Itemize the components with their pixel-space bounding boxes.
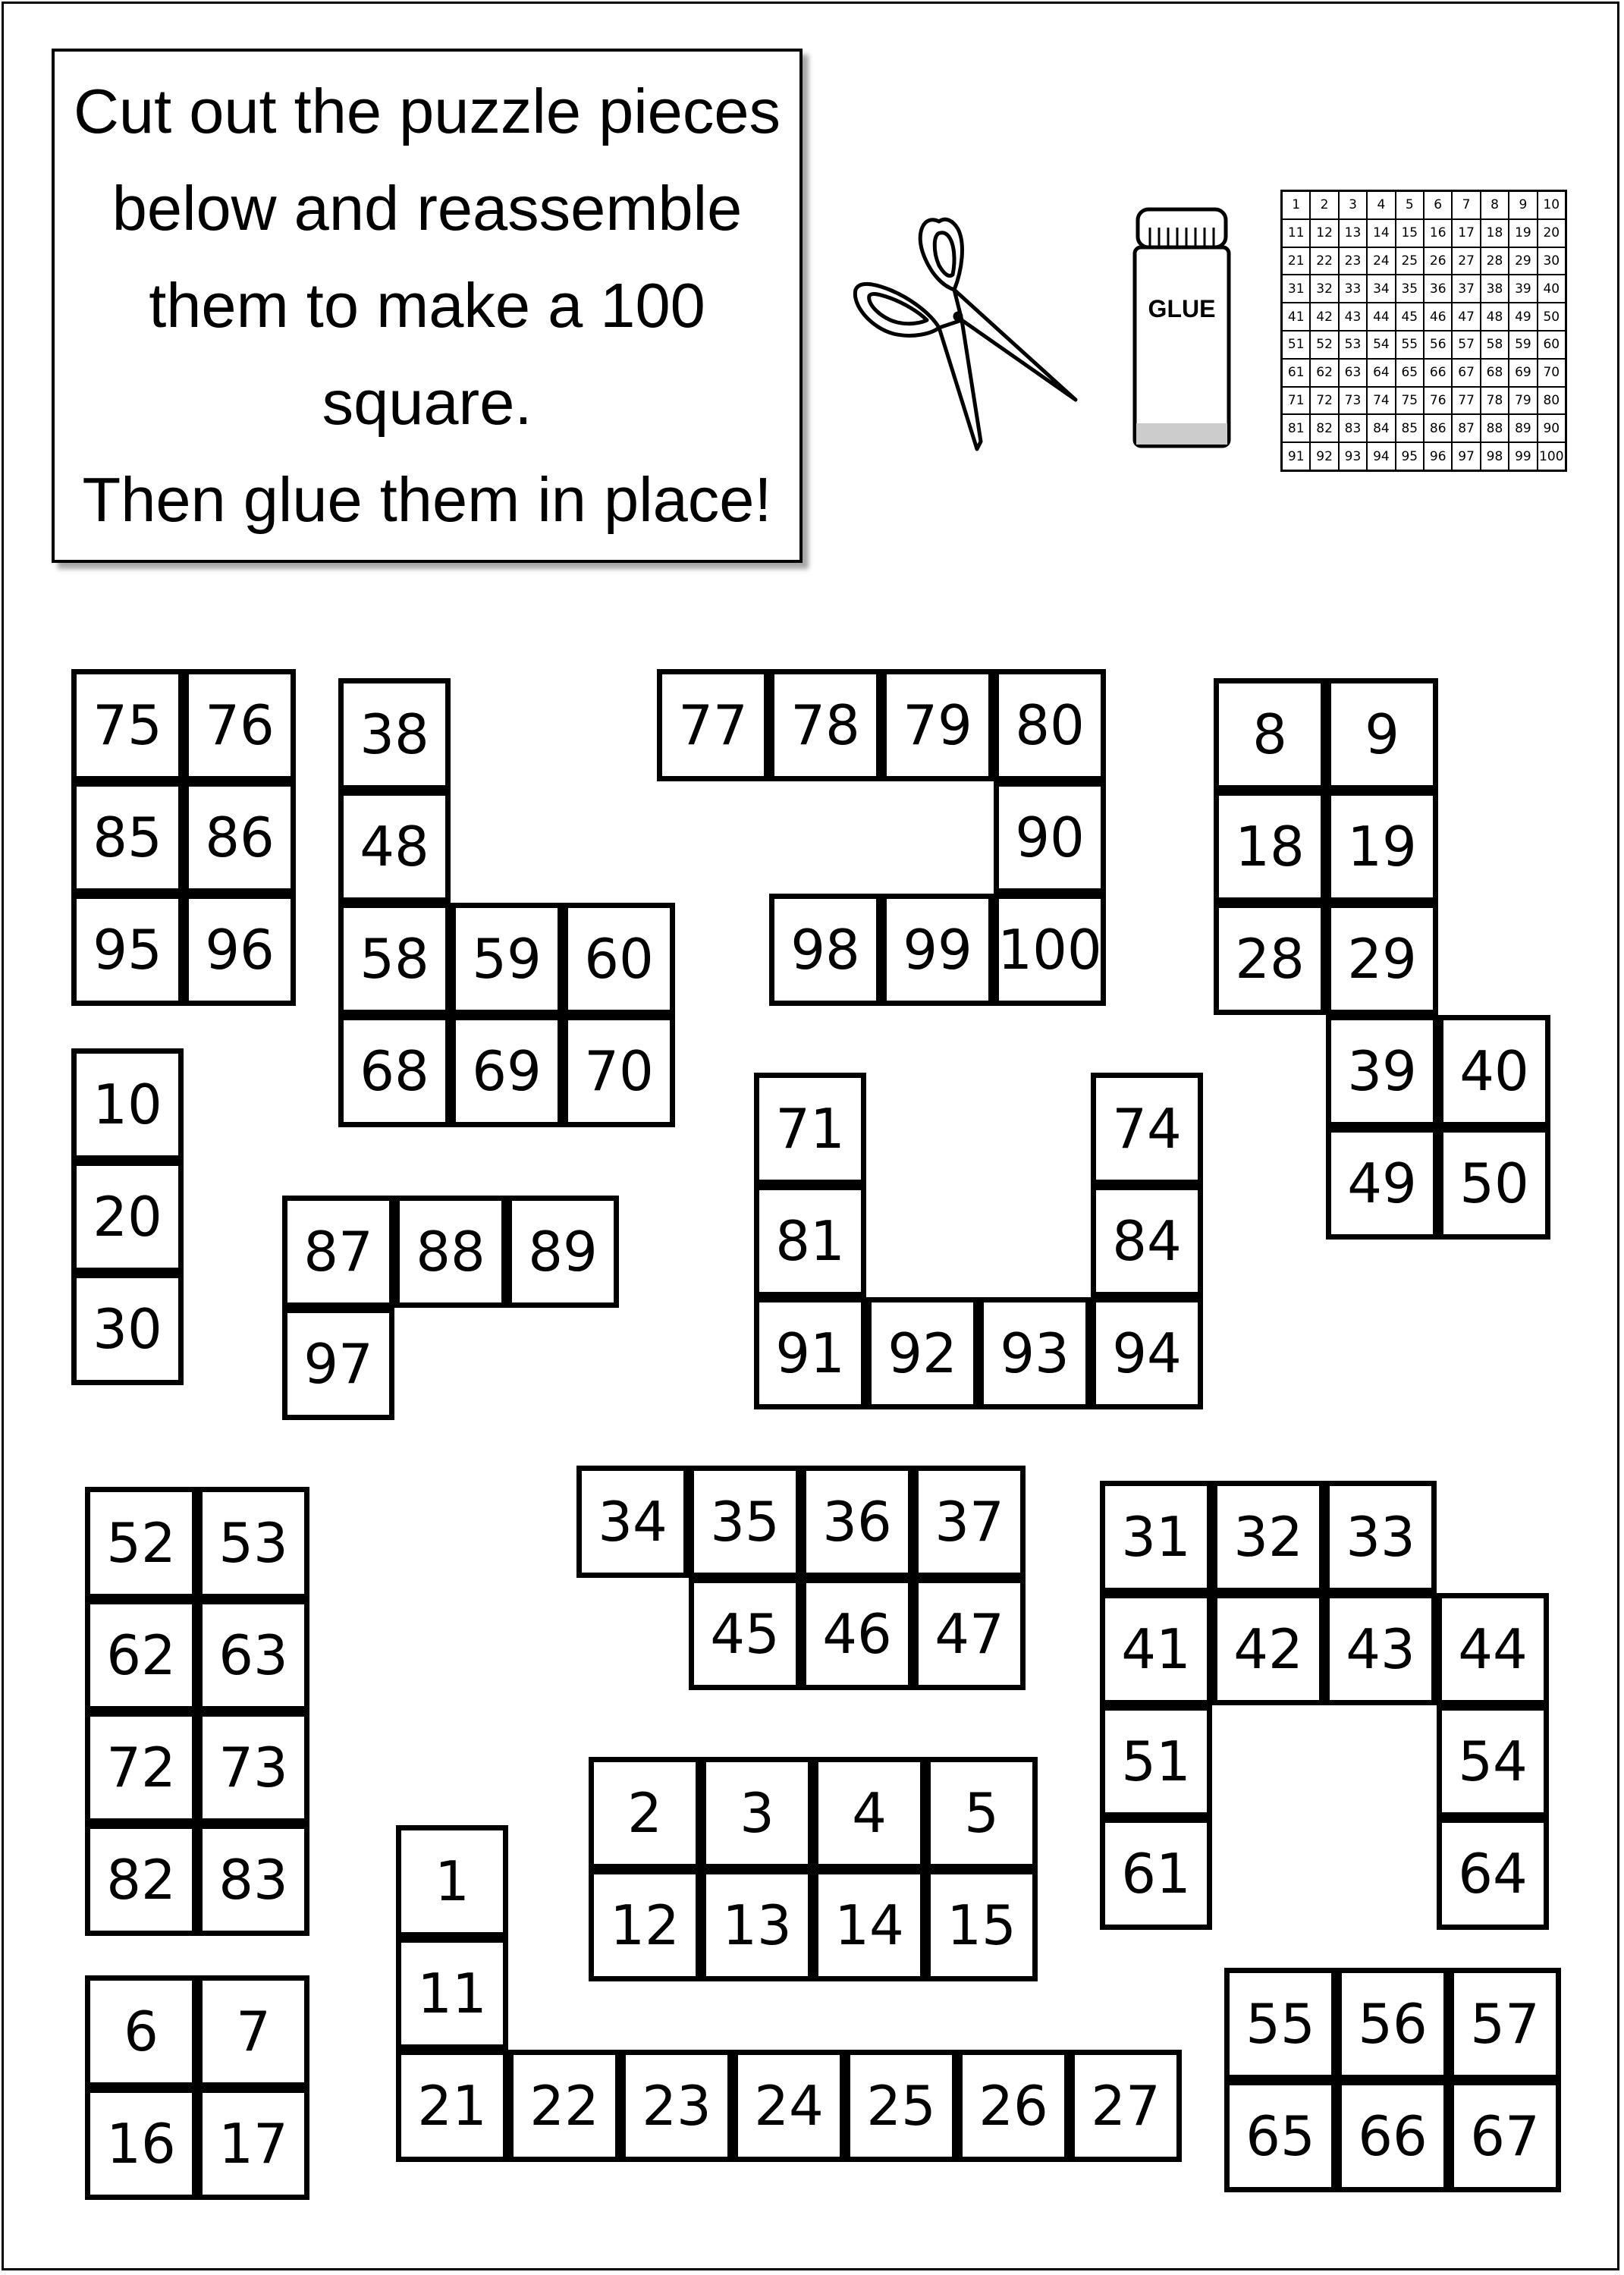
- hundred-square-icon: [1280, 190, 1567, 472]
- number-cell: 89: [507, 1196, 619, 1308]
- hundred-square-cell: 90: [1538, 414, 1566, 442]
- number-cell: 85: [71, 781, 184, 894]
- number-cell: 66: [1337, 2080, 1449, 2192]
- number-cell: 96: [184, 894, 296, 1006]
- number-cell: 39: [1326, 1015, 1438, 1127]
- number-cell: 41: [1100, 1593, 1212, 1705]
- number-cell: 27: [1070, 2050, 1182, 2162]
- number-cell: 43: [1324, 1593, 1437, 1705]
- hundred-square-cell: 77: [1452, 387, 1480, 415]
- number-cell: 49: [1326, 1127, 1438, 1240]
- number-cell: 9: [1326, 678, 1438, 790]
- number-cell: 91: [754, 1297, 866, 1409]
- number-cell: 53: [197, 1487, 309, 1599]
- hundred-square-cell: 78: [1481, 387, 1509, 415]
- number-cell: 79: [881, 669, 994, 781]
- number-cell: 34: [576, 1466, 689, 1578]
- hundred-square-cell: 21: [1282, 247, 1310, 275]
- hundred-square-cell: 22: [1310, 247, 1338, 275]
- number-cell: 38: [338, 678, 451, 790]
- hundred-square-cell: 47: [1452, 303, 1480, 331]
- glue-label: GLUE: [1148, 295, 1216, 322]
- number-cell: 7: [197, 1975, 309, 2088]
- instruction-line: Cut out the puzzle pieces: [73, 76, 781, 146]
- hundred-square-cell: 43: [1339, 303, 1367, 331]
- hundred-square-cell: 100: [1538, 442, 1566, 470]
- hundred-square-cell: 65: [1396, 359, 1424, 387]
- instruction-line: square.: [322, 367, 532, 438]
- hundred-square-cell: 69: [1509, 359, 1537, 387]
- number-cell: 31: [1100, 1481, 1212, 1593]
- scissors-icon: [848, 199, 1106, 457]
- hundred-square-cell: 72: [1310, 387, 1338, 415]
- hundred-square-cell: 64: [1367, 359, 1395, 387]
- hundred-square-cell: 16: [1424, 219, 1452, 247]
- instructions-box: [52, 49, 803, 563]
- hundred-square-cell: 41: [1282, 303, 1310, 331]
- hundred-square-cell: 11: [1282, 219, 1310, 247]
- number-cell: 14: [813, 1869, 925, 1981]
- hundred-square-cell: 76: [1424, 387, 1452, 415]
- hundred-square-cell: 73: [1339, 387, 1367, 415]
- hundred-square-cell: 25: [1396, 247, 1424, 275]
- hundred-square-cell: 17: [1452, 219, 1480, 247]
- hundred-square-cell: 30: [1538, 247, 1566, 275]
- hundred-square-cell: 59: [1509, 331, 1537, 359]
- hundred-square-cell: 5: [1396, 191, 1424, 219]
- glue-stick-icon: [1129, 203, 1235, 454]
- number-cell: 44: [1437, 1593, 1549, 1705]
- number-cell: 51: [1100, 1705, 1212, 1818]
- number-cell: 19: [1326, 790, 1438, 903]
- number-cell: 25: [845, 2050, 957, 2162]
- hundred-square-cell: 9: [1509, 191, 1537, 219]
- number-cell: 16: [85, 2088, 197, 2200]
- number-cell: 46: [801, 1578, 913, 1690]
- hundred-square-cell: 63: [1339, 359, 1367, 387]
- hundred-square-cell: 18: [1481, 219, 1509, 247]
- number-cell: 88: [394, 1196, 507, 1308]
- number-cell: 90: [994, 781, 1106, 894]
- number-cell: 70: [563, 1015, 675, 1127]
- hundred-square-cell: 52: [1310, 331, 1338, 359]
- hundred-square-cell: 56: [1424, 331, 1452, 359]
- number-cell: 76: [184, 669, 296, 781]
- number-cell: 83: [197, 1824, 309, 1936]
- hundred-square-cell: 83: [1339, 414, 1367, 442]
- number-cell: 64: [1437, 1818, 1549, 1930]
- number-cell: 47: [913, 1578, 1026, 1690]
- hundred-square-cell: 68: [1481, 359, 1509, 387]
- number-cell: 12: [589, 1869, 701, 1981]
- hundred-square-cell: 37: [1452, 275, 1480, 303]
- number-cell: 58: [338, 903, 451, 1015]
- hundred-square-cell: 24: [1367, 247, 1395, 275]
- hundred-square-cell: 15: [1396, 219, 1424, 247]
- number-cell: 63: [197, 1599, 309, 1711]
- number-cell: 77: [657, 669, 769, 781]
- hundred-square-cell: 7: [1452, 191, 1480, 219]
- number-cell: 8: [1214, 678, 1326, 790]
- number-cell: 73: [197, 1711, 309, 1824]
- hundred-square-cell: 49: [1509, 303, 1537, 331]
- hundred-square-cell: 44: [1367, 303, 1395, 331]
- hundred-square-cell: 48: [1481, 303, 1509, 331]
- number-cell: 81: [754, 1185, 866, 1297]
- number-cell: 21: [396, 2050, 508, 2162]
- number-cell: 72: [85, 1711, 197, 1824]
- hundred-square-cell: 57: [1452, 331, 1480, 359]
- number-cell: 42: [1212, 1593, 1324, 1705]
- hundred-square-cell: 58: [1481, 331, 1509, 359]
- instruction-line: below and reassemble: [112, 173, 743, 244]
- hundred-square-cell: 82: [1310, 414, 1338, 442]
- hundred-square-cell: 32: [1310, 275, 1338, 303]
- hundred-square-cell: 35: [1396, 275, 1424, 303]
- number-cell: 56: [1337, 1968, 1449, 2080]
- hundred-square-cell: 29: [1509, 247, 1537, 275]
- number-cell: 99: [881, 894, 994, 1006]
- number-cell: 71: [754, 1073, 866, 1185]
- number-cell: 26: [957, 2050, 1070, 2162]
- hundred-square-cell: 62: [1310, 359, 1338, 387]
- number-cell: 40: [1438, 1015, 1550, 1127]
- hundred-square-cell: 6: [1424, 191, 1452, 219]
- hundred-square-cell: 99: [1509, 442, 1537, 470]
- number-cell: 92: [866, 1297, 978, 1409]
- hundred-square-cell: 45: [1396, 303, 1424, 331]
- hundred-square-cell: 12: [1310, 219, 1338, 247]
- hundred-square-cell: 94: [1367, 442, 1395, 470]
- hundred-square-cell: 53: [1339, 331, 1367, 359]
- number-cell: 86: [184, 781, 296, 894]
- number-cell: 36: [801, 1466, 913, 1578]
- hundred-square-cell: 51: [1282, 331, 1310, 359]
- hundred-square-cell: 1: [1282, 191, 1310, 219]
- number-cell: 28: [1214, 903, 1326, 1015]
- hundred-square-cell: 40: [1538, 275, 1566, 303]
- hundred-square-cell: 38: [1481, 275, 1509, 303]
- hundred-square-cell: 70: [1538, 359, 1566, 387]
- number-cell: 17: [197, 2088, 309, 2200]
- hundred-square-cell: 42: [1310, 303, 1338, 331]
- number-cell: 84: [1091, 1185, 1203, 1297]
- instruction-line: Then glue them in place!: [82, 464, 772, 535]
- hundred-square-cell: 75: [1396, 387, 1424, 415]
- hundred-square-cell: 36: [1424, 275, 1452, 303]
- hundred-square-cell: 96: [1424, 442, 1452, 470]
- hundred-square-cell: 50: [1538, 303, 1566, 331]
- instruction-line: them to make a 100: [149, 270, 705, 341]
- number-cell: 4: [813, 1757, 925, 1869]
- hundred-square-cell: 20: [1538, 219, 1566, 247]
- hundred-square-cell: 87: [1452, 414, 1480, 442]
- hundred-square-cell: 13: [1339, 219, 1367, 247]
- hundred-square-cell: 31: [1282, 275, 1310, 303]
- hundred-square-cell: 92: [1310, 442, 1338, 470]
- number-cell: 69: [451, 1015, 563, 1127]
- hundred-square-cell: 61: [1282, 359, 1310, 387]
- number-cell: 18: [1214, 790, 1326, 903]
- number-cell: 87: [282, 1196, 394, 1308]
- hundred-square-cell: 23: [1339, 247, 1367, 275]
- hundred-square-cell: 85: [1396, 414, 1424, 442]
- number-cell: 50: [1438, 1127, 1550, 1240]
- hundred-square-cell: 81: [1282, 414, 1310, 442]
- hundred-square-cell: 28: [1481, 247, 1509, 275]
- hundred-square-cell: 54: [1367, 331, 1395, 359]
- number-cell: 59: [451, 903, 563, 1015]
- hundred-square-cell: 3: [1339, 191, 1367, 219]
- number-cell: 33: [1324, 1481, 1437, 1593]
- hundred-square-cell: 46: [1424, 303, 1452, 331]
- number-cell: 57: [1449, 1968, 1561, 2080]
- hundred-square-cell: 93: [1339, 442, 1367, 470]
- number-cell: 22: [508, 2050, 620, 2162]
- number-cell: 48: [338, 790, 451, 903]
- hundred-square-cell: 86: [1424, 414, 1452, 442]
- number-cell: 100: [994, 894, 1106, 1006]
- number-cell: 13: [701, 1869, 813, 1981]
- number-cell: 75: [71, 669, 184, 781]
- hundred-square-cell: 60: [1538, 331, 1566, 359]
- number-cell: 35: [689, 1466, 801, 1578]
- hundred-square-cell: 33: [1339, 275, 1367, 303]
- hundred-square-cell: 19: [1509, 219, 1537, 247]
- number-cell: 82: [85, 1824, 197, 1936]
- number-cell: 97: [282, 1308, 394, 1420]
- number-cell: 68: [338, 1015, 451, 1127]
- number-cell: 30: [71, 1273, 184, 1385]
- number-cell: 23: [620, 2050, 733, 2162]
- hundred-square-cell: 71: [1282, 387, 1310, 415]
- hundred-square-cell: 98: [1481, 442, 1509, 470]
- number-cell: 1: [396, 1825, 508, 1937]
- hundred-square-cell: 4: [1367, 191, 1395, 219]
- number-cell: 6: [85, 1975, 197, 2088]
- hundred-square-cell: 2: [1310, 191, 1338, 219]
- number-cell: 45: [689, 1578, 801, 1690]
- hundred-square-cell: 95: [1396, 442, 1424, 470]
- hundred-square-cell: 91: [1282, 442, 1310, 470]
- hundred-square-cell: 66: [1424, 359, 1452, 387]
- hundred-square-cell: 39: [1509, 275, 1537, 303]
- number-cell: 65: [1224, 2080, 1337, 2192]
- number-cell: 52: [85, 1487, 197, 1599]
- number-cell: 74: [1091, 1073, 1203, 1185]
- number-cell: 80: [994, 669, 1106, 781]
- hundred-square-cell: 14: [1367, 219, 1395, 247]
- hundred-square-cell: 55: [1396, 331, 1424, 359]
- number-cell: 3: [701, 1757, 813, 1869]
- hundred-square-cell: 26: [1424, 247, 1452, 275]
- hundred-square-cell: 84: [1367, 414, 1395, 442]
- number-cell: 20: [71, 1161, 184, 1273]
- number-cell: 95: [71, 894, 184, 1006]
- hundred-square-cell: 88: [1481, 414, 1509, 442]
- number-cell: 61: [1100, 1818, 1212, 1930]
- hundred-square-cell: 89: [1509, 414, 1537, 442]
- hundred-square-cell: 10: [1538, 191, 1566, 219]
- hundred-square-cell: 34: [1367, 275, 1395, 303]
- number-cell: 24: [733, 2050, 845, 2162]
- number-cell: 10: [71, 1048, 184, 1161]
- number-cell: 94: [1091, 1297, 1203, 1409]
- hundred-square-cell: 27: [1452, 247, 1480, 275]
- hundred-square-cell: 74: [1367, 387, 1395, 415]
- hundred-square-cell: 67: [1452, 359, 1480, 387]
- hundred-square-cell: 80: [1538, 387, 1566, 415]
- number-cell: 11: [396, 1937, 508, 2050]
- number-cell: 37: [913, 1466, 1026, 1578]
- number-cell: 55: [1224, 1968, 1337, 2080]
- hundred-square-cell: 79: [1509, 387, 1537, 415]
- number-cell: 62: [85, 1599, 197, 1711]
- number-cell: 2: [589, 1757, 701, 1869]
- number-cell: 5: [925, 1757, 1038, 1869]
- number-cell: 78: [769, 669, 881, 781]
- number-cell: 15: [925, 1869, 1038, 1981]
- number-cell: 29: [1326, 903, 1438, 1015]
- hundred-square-cell: 8: [1481, 191, 1509, 219]
- number-cell: 32: [1212, 1481, 1324, 1593]
- hundred-square-cell: 97: [1452, 442, 1480, 470]
- number-cell: 60: [563, 903, 675, 1015]
- number-cell: 54: [1437, 1705, 1549, 1818]
- number-cell: 98: [769, 894, 881, 1006]
- number-cell: 67: [1449, 2080, 1561, 2192]
- number-cell: 93: [978, 1297, 1091, 1409]
